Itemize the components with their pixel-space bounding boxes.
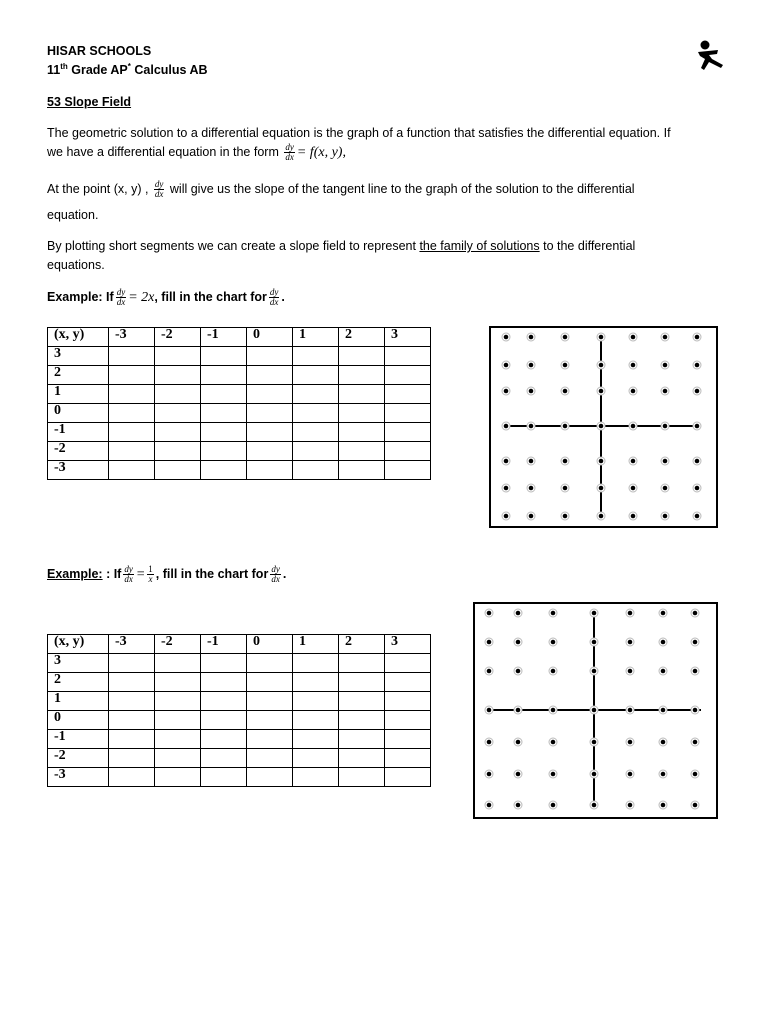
grid-point[interactable]	[663, 459, 668, 464]
grid-point[interactable]	[551, 740, 556, 745]
grid-point[interactable]	[661, 640, 666, 645]
chart-answer-cell[interactable]	[339, 673, 385, 692]
example-2-rhs: $\frac{1}{x}$	[148, 564, 153, 584]
chart-answer-cell[interactable]	[201, 730, 247, 749]
chart-answer-cell[interactable]	[247, 768, 293, 787]
chart-row	[48, 442, 431, 461]
chart-corner-cell: (x, y)	[48, 635, 109, 654]
school-name: HISAR SCHOOLS	[47, 44, 152, 58]
chart-answer-cell[interactable]	[155, 347, 201, 366]
grid-point[interactable]	[661, 772, 666, 777]
chart-answer-cell[interactable]	[339, 404, 385, 423]
chart-answer-cell[interactable]	[155, 654, 201, 673]
example-1-label: Example: If	[47, 289, 114, 304]
chart-answer-cell[interactable]	[109, 461, 155, 480]
grid-point[interactable]	[487, 772, 492, 777]
chart-answer-cell[interactable]	[201, 654, 247, 673]
chart-answer-cell[interactable]	[385, 461, 431, 480]
grade-number: 11	[47, 63, 61, 78]
example-1-derivative-2: $\frac{dy}{dx}$	[269, 287, 279, 307]
grid-point[interactable]	[563, 335, 568, 340]
chart-answer-cell[interactable]	[247, 692, 293, 711]
chart-answer-cell[interactable]	[339, 768, 385, 787]
lesson-title: 53 Slope Field	[47, 95, 132, 109]
grid-point[interactable]	[693, 740, 698, 745]
chart-answer-cell[interactable]	[293, 442, 339, 461]
grid-point[interactable]	[504, 363, 509, 368]
chart-answer-cell[interactable]	[339, 654, 385, 673]
grid-point[interactable]	[693, 803, 698, 808]
chart-answer-cell[interactable]	[339, 749, 385, 768]
grid-point[interactable]	[529, 486, 534, 491]
chart-answer-cell[interactable]	[293, 711, 339, 730]
grid-point[interactable]	[551, 640, 556, 645]
chart-answer-cell[interactable]	[293, 768, 339, 787]
grid-point[interactable]	[628, 772, 633, 777]
chart-column-header: 3	[385, 635, 431, 654]
grid-point[interactable]	[563, 389, 568, 394]
chart-row	[48, 768, 431, 787]
grid-point[interactable]	[563, 514, 568, 519]
grid-point[interactable]	[563, 486, 568, 491]
chart-answer-cell[interactable]	[339, 442, 385, 461]
chart-answer-cell[interactable]	[293, 461, 339, 480]
chart-row-header: -1	[48, 730, 109, 749]
example-2-derivative: $\frac{dy}{dx}$	[124, 564, 133, 584]
example-1-rhs: = 2x	[128, 289, 155, 305]
chart-row-header: -3	[48, 461, 109, 480]
grid-point[interactable]	[628, 708, 633, 713]
equation-rhs: = f(x, y),	[296, 144, 346, 160]
family-of-solutions: the family of solutions	[419, 239, 540, 253]
chart-header-row	[48, 328, 431, 347]
chart-answer-cell[interactable]	[247, 404, 293, 423]
grid-point[interactable]	[504, 335, 509, 340]
grid-point[interactable]	[631, 424, 636, 429]
chart-answer-cell[interactable]	[247, 730, 293, 749]
grid-point[interactable]	[551, 708, 556, 713]
value-chart-2	[47, 634, 431, 787]
example-1-derivative: $\frac{dy}{dx}$	[116, 287, 126, 307]
slope-line-2: equation.	[47, 208, 99, 222]
chart-answer-cell[interactable]	[247, 749, 293, 768]
chart-answer-cell[interactable]	[155, 673, 201, 692]
chart-answer-cell[interactable]	[109, 366, 155, 385]
grid-point[interactable]	[628, 640, 633, 645]
grid-point[interactable]	[599, 514, 604, 519]
grid-point[interactable]	[631, 514, 636, 519]
grid-point[interactable]	[592, 640, 597, 645]
grid-point[interactable]	[663, 424, 668, 429]
grid-point[interactable]	[516, 640, 521, 645]
grid-point[interactable]	[661, 708, 666, 713]
chart-row-header: 2	[48, 673, 109, 692]
chart-answer-cell[interactable]	[155, 692, 201, 711]
grade-suffix: th	[60, 62, 68, 71]
chart-answer-cell[interactable]	[247, 385, 293, 404]
chart-answer-cell[interactable]	[155, 442, 201, 461]
chart-answer-cell[interactable]	[247, 673, 293, 692]
grid-point[interactable]	[631, 459, 636, 464]
chart-column-header: 1	[293, 635, 339, 654]
grid-point[interactable]	[695, 389, 700, 394]
chart-answer-cell[interactable]	[109, 442, 155, 461]
grid-point[interactable]	[563, 363, 568, 368]
chart-answer-cell[interactable]	[247, 711, 293, 730]
ap-star: *	[127, 62, 131, 71]
grid-point[interactable]	[631, 335, 636, 340]
grid-point[interactable]	[563, 459, 568, 464]
chart-answer-cell[interactable]	[155, 730, 201, 749]
chart-row-header: 0	[48, 711, 109, 730]
grid-point[interactable]	[592, 611, 597, 616]
chart-column-header: -1	[201, 635, 247, 654]
value-chart-1	[47, 327, 431, 480]
chart-answer-cell[interactable]	[293, 692, 339, 711]
grid-point[interactable]	[551, 803, 556, 808]
chart-2-body	[48, 635, 431, 787]
grid-point[interactable]	[663, 363, 668, 368]
chart-answer-cell[interactable]	[201, 442, 247, 461]
grid-point[interactable]	[592, 772, 597, 777]
chart-answer-cell[interactable]	[385, 385, 431, 404]
chart-row	[48, 385, 431, 404]
grid-point[interactable]	[516, 708, 521, 713]
chart-row	[48, 423, 431, 442]
chart-row-header: 1	[48, 692, 109, 711]
grid-point[interactable]	[529, 389, 534, 394]
chart-answer-cell[interactable]	[339, 730, 385, 749]
chart-row-header: -2	[48, 442, 109, 461]
grid-point[interactable]	[516, 669, 521, 674]
grid-point[interactable]	[695, 335, 700, 340]
chart-answer-cell[interactable]	[201, 347, 247, 366]
grid-point[interactable]	[487, 803, 492, 808]
dy-dx-fraction-2: $\frac{dy}{dx}$	[154, 179, 164, 199]
chart-answer-cell[interactable]	[247, 461, 293, 480]
chart-answer-cell[interactable]	[293, 404, 339, 423]
chart-answer-cell[interactable]	[109, 347, 155, 366]
chart-1-body	[48, 328, 431, 480]
grid-point[interactable]	[529, 363, 534, 368]
example-1-instruction: , fill in the chart for	[154, 289, 267, 304]
chart-answer-cell[interactable]	[385, 673, 431, 692]
grid-point[interactable]	[529, 514, 534, 519]
chart-answer-cell[interactable]	[155, 385, 201, 404]
grid-point[interactable]	[563, 424, 568, 429]
grid-point[interactable]	[504, 486, 509, 491]
intro-line-2	[47, 143, 346, 162]
chart-row	[48, 404, 431, 423]
chart-answer-cell[interactable]	[293, 347, 339, 366]
grid-point[interactable]	[693, 640, 698, 645]
chart-row	[48, 749, 431, 768]
grid-point[interactable]	[663, 335, 668, 340]
chart-answer-cell[interactable]	[247, 347, 293, 366]
grid-point[interactable]	[628, 669, 633, 674]
chart-answer-cell[interactable]	[293, 423, 339, 442]
chart-column-header: 3	[385, 328, 431, 347]
grid-point[interactable]	[695, 424, 700, 429]
chart-row	[48, 461, 431, 480]
point-text: At the point (x, y) ,	[47, 181, 149, 196]
grid-point[interactable]	[551, 772, 556, 777]
grid-point[interactable]	[695, 514, 700, 519]
grid-point[interactable]	[631, 363, 636, 368]
plotting-text-end: to the differential	[539, 239, 636, 253]
chart-answer-cell[interactable]	[155, 711, 201, 730]
chart-answer-cell[interactable]	[339, 423, 385, 442]
intro-line-1: The geometric solution to a differential equation is the graph of a function that satisfies the differential equation. If	[47, 126, 671, 140]
grid-point[interactable]	[693, 772, 698, 777]
grid-point[interactable]	[487, 640, 492, 645]
chart-answer-cell[interactable]	[385, 692, 431, 711]
chart-row	[48, 711, 431, 730]
chart-row-header: 1	[48, 385, 109, 404]
grid-point[interactable]	[599, 335, 604, 340]
chart-answer-cell[interactable]	[109, 385, 155, 404]
chart-answer-cell[interactable]	[201, 404, 247, 423]
chart-row	[48, 730, 431, 749]
chart-column-header: 1	[293, 328, 339, 347]
grid-point[interactable]	[487, 669, 492, 674]
grid-point[interactable]	[695, 459, 700, 464]
grid-point[interactable]	[592, 669, 597, 674]
grid-point[interactable]	[529, 424, 534, 429]
chart-answer-cell[interactable]	[109, 673, 155, 692]
grid-point[interactable]	[504, 459, 509, 464]
example-2-label: Example:	[47, 566, 103, 581]
grid-point[interactable]	[631, 486, 636, 491]
slope-field-grid-1	[489, 326, 719, 529]
chart-answer-cell[interactable]	[201, 692, 247, 711]
chart-row-header: -2	[48, 749, 109, 768]
chart-answer-cell[interactable]	[155, 366, 201, 385]
chart-answer-cell[interactable]	[109, 768, 155, 787]
chart-answer-cell[interactable]	[339, 385, 385, 404]
slope-text: will give us the slope of the tangent line to the graph of the solution to the differential	[166, 181, 635, 196]
chart-row	[48, 692, 431, 711]
grid-point[interactable]	[592, 803, 597, 808]
plotting-line-1	[47, 239, 635, 253]
chart-answer-cell[interactable]	[385, 654, 431, 673]
chart-answer-cell[interactable]	[385, 423, 431, 442]
grid-point[interactable]	[551, 669, 556, 674]
example-1: Example: If $\frac{dy}{dx}$ = 2x, fill in the chart for $\frac{dy}{dx}$ .	[47, 287, 285, 307]
chart-answer-cell[interactable]	[247, 442, 293, 461]
chart-answer-cell[interactable]	[109, 404, 155, 423]
chart-answer-cell[interactable]	[293, 749, 339, 768]
chart-answer-cell[interactable]	[293, 654, 339, 673]
chart-answer-cell[interactable]	[293, 385, 339, 404]
slope-field-grid-2	[473, 602, 719, 820]
chart-row-header: 3	[48, 347, 109, 366]
grid-point[interactable]	[599, 389, 604, 394]
chart-answer-cell[interactable]	[293, 366, 339, 385]
chart-column-header: -3	[109, 328, 155, 347]
chart-answer-cell[interactable]	[155, 461, 201, 480]
chart-answer-cell[interactable]	[155, 423, 201, 442]
grid-point[interactable]	[628, 740, 633, 745]
chart-answer-cell[interactable]	[201, 385, 247, 404]
grid-point[interactable]	[693, 708, 698, 713]
grid-point[interactable]	[599, 424, 604, 429]
grid-point[interactable]	[487, 740, 492, 745]
grid-point[interactable]	[661, 611, 666, 616]
chart-answer-cell[interactable]	[109, 654, 155, 673]
example-2-instruction: , fill in the chart for	[155, 566, 269, 581]
chart-answer-cell[interactable]	[155, 749, 201, 768]
chart-answer-cell[interactable]	[339, 461, 385, 480]
chart-answer-cell[interactable]	[293, 673, 339, 692]
grid-point[interactable]	[504, 389, 509, 394]
slope-line-1	[47, 180, 635, 199]
grid-point[interactable]	[663, 486, 668, 491]
grid-point[interactable]	[516, 803, 521, 808]
chart-column-header: -3	[109, 635, 155, 654]
chart-answer-cell[interactable]	[109, 749, 155, 768]
grid-point[interactable]	[661, 669, 666, 674]
chart-row-header: -3	[48, 768, 109, 787]
grid-point[interactable]	[599, 486, 604, 491]
chart-answer-cell[interactable]	[247, 423, 293, 442]
grade-label: Grade AP	[67, 63, 128, 78]
grid-point[interactable]	[628, 803, 633, 808]
chart-corner-cell: (x, y)	[48, 328, 109, 347]
chart-row	[48, 654, 431, 673]
school-logo-icon	[696, 38, 726, 72]
chart-answer-cell[interactable]	[339, 692, 385, 711]
chart-answer-cell[interactable]	[339, 366, 385, 385]
chart-answer-cell[interactable]	[201, 461, 247, 480]
grid-point[interactable]	[551, 611, 556, 616]
chart-column-header: 0	[247, 635, 293, 654]
course-title	[47, 62, 208, 77]
chart-column-header: -1	[201, 328, 247, 347]
chart-answer-cell[interactable]	[201, 366, 247, 385]
chart-answer-cell[interactable]	[385, 404, 431, 423]
chart-answer-cell[interactable]	[385, 347, 431, 366]
grid-point[interactable]	[599, 363, 604, 368]
grid-point[interactable]	[661, 740, 666, 745]
grid-point[interactable]	[599, 459, 604, 464]
grid-point[interactable]	[693, 669, 698, 674]
grid-point[interactable]	[695, 363, 700, 368]
chart-column-header: -2	[155, 635, 201, 654]
chart-answer-cell[interactable]	[109, 730, 155, 749]
chart-answer-cell[interactable]	[201, 673, 247, 692]
chart-column-header: 2	[339, 635, 385, 654]
plotting-line-2: equations.	[47, 258, 105, 272]
chart-answer-cell[interactable]	[293, 730, 339, 749]
chart-column-header: 0	[247, 328, 293, 347]
chart-answer-cell[interactable]	[247, 366, 293, 385]
chart-answer-cell[interactable]	[201, 711, 247, 730]
chart-answer-cell[interactable]	[385, 749, 431, 768]
chart-column-header: 2	[339, 328, 385, 347]
chart-answer-cell[interactable]	[109, 423, 155, 442]
example-2: Example: : If $\frac{dy}{dx}$ = $\frac{1}{x}$ , fill in the chart for $\frac{dy}{dx}$ .	[47, 564, 287, 584]
chart-answer-cell[interactable]	[109, 711, 155, 730]
chart-answer-cell[interactable]	[385, 442, 431, 461]
grid-point[interactable]	[529, 459, 534, 464]
grid-point[interactable]	[695, 486, 700, 491]
grid-point[interactable]	[529, 335, 534, 340]
course-name: Calculus AB	[130, 63, 208, 78]
intro-form-text: we have a differential equation in the form	[47, 144, 279, 159]
grid-point[interactable]	[661, 803, 666, 808]
grid-point[interactable]	[663, 389, 668, 394]
chart-row	[48, 366, 431, 385]
grid-point[interactable]	[487, 708, 492, 713]
chart-row-header: -1	[48, 423, 109, 442]
grid-point[interactable]	[516, 611, 521, 616]
grid-point[interactable]	[693, 611, 698, 616]
chart-column-header: -2	[155, 328, 201, 347]
chart-answer-cell[interactable]	[155, 768, 201, 787]
example-2-if: : If	[102, 566, 122, 581]
dy-dx-fraction: $\frac{dy}{dx}$	[285, 142, 294, 162]
example-2-equals: =	[135, 566, 146, 582]
chart-answer-cell[interactable]	[385, 768, 431, 787]
chart-answer-cell[interactable]	[247, 654, 293, 673]
grid-point[interactable]	[487, 611, 492, 616]
grid-point[interactable]	[504, 514, 509, 519]
chart-row-header: 0	[48, 404, 109, 423]
chart-row-header: 3	[48, 654, 109, 673]
plotting-text: By plotting short segments we can create a slope field to represent	[47, 239, 420, 253]
chart-answer-cell[interactable]	[201, 749, 247, 768]
chart-answer-cell[interactable]	[339, 347, 385, 366]
chart-row	[48, 673, 431, 692]
chart-answer-cell[interactable]	[201, 768, 247, 787]
chart-answer-cell[interactable]	[385, 730, 431, 749]
grid-point[interactable]	[592, 740, 597, 745]
grid-point[interactable]	[631, 389, 636, 394]
example-2-derivative-2: $\frac{dy}{dx}$	[271, 564, 280, 584]
chart-header-row	[48, 635, 431, 654]
grid-point[interactable]	[516, 740, 521, 745]
chart-answer-cell[interactable]	[385, 711, 431, 730]
chart-row-header: 2	[48, 366, 109, 385]
grid-point[interactable]	[504, 424, 509, 429]
grid-point[interactable]	[516, 772, 521, 777]
chart-answer-cell[interactable]	[201, 423, 247, 442]
grid-point[interactable]	[628, 611, 633, 616]
grid-point[interactable]	[592, 708, 597, 713]
chart-answer-cell[interactable]	[109, 692, 155, 711]
chart-answer-cell[interactable]	[155, 404, 201, 423]
chart-answer-cell[interactable]	[385, 366, 431, 385]
grid-point[interactable]	[663, 514, 668, 519]
chart-answer-cell[interactable]	[339, 711, 385, 730]
chart-row	[48, 347, 431, 366]
